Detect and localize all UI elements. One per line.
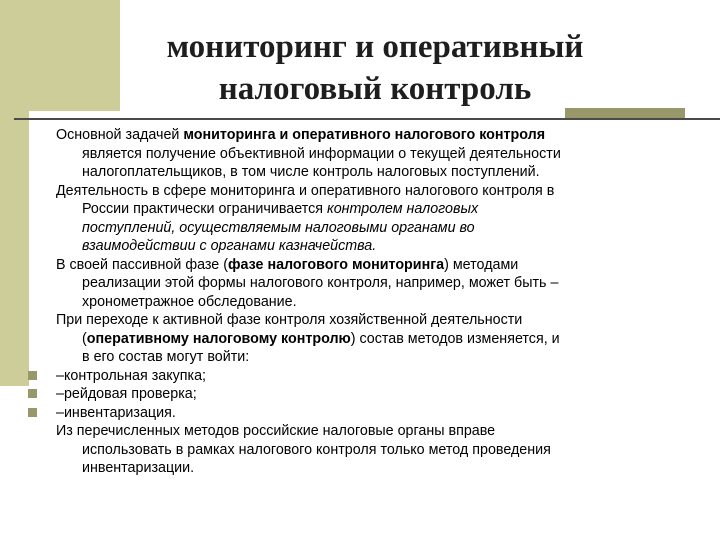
paragraph-5-line-2: использовать в рамках налогового контроля только метод проведения: [82, 441, 551, 458]
slide-body: [56, 126, 706, 478]
square-bullet-icon: [28, 371, 37, 380]
list-item: [56, 404, 706, 423]
italic-text: взаимодействии с органами казначейства.: [82, 238, 377, 254]
paragraph-1-line-2: является получение объективной информации о текущей деятельности: [82, 145, 561, 162]
emphasis-text: оперативному налоговому контролю: [86, 330, 351, 347]
text: России практически ограничивается: [82, 201, 327, 217]
paragraph-2-line-1: Деятельность в сфере мониторинга и оперативного налогового контроля в: [56, 182, 555, 199]
title-divider: [14, 118, 720, 120]
paragraph-2-line-3: [56, 219, 706, 238]
paragraph-4-line-2: [56, 330, 706, 349]
paragraph-3-line-2: реализации этой формы налогового контроля, например, может быть –: [82, 275, 559, 291]
paragraph-3: [56, 256, 706, 312]
square-bullet-icon: [28, 408, 37, 417]
list-item-text: –инвентаризация.: [56, 404, 176, 421]
slide-title: [120, 26, 630, 110]
square-bullet-icon: [28, 389, 37, 398]
list-item-text: –контрольная закупка;: [56, 367, 207, 384]
title-line-2: налоговый контроль: [218, 71, 532, 107]
decorative-top-bar: [29, 0, 120, 111]
paragraph-2-line-2: [56, 200, 706, 219]
paragraph-5: [56, 422, 706, 478]
paragraph-4-line-3: в его состав могут войти:: [82, 349, 250, 365]
paragraph-1-line-1: [56, 126, 706, 145]
paragraph-2: [56, 182, 706, 256]
title-line-1: мониторинг и оперативный: [166, 29, 584, 65]
paragraph-4: [56, 311, 706, 367]
paragraph-1: [56, 126, 706, 182]
list-item: [56, 367, 706, 386]
paragraph-2-line-4: [56, 237, 706, 256]
paragraph-4-line-1: При переходе к активной фазе контроля хозяйственной деятельности: [56, 312, 523, 328]
text: (: [82, 330, 87, 347]
decorative-side-bar: [0, 0, 29, 386]
paragraph-5-line-3: инвентаризации.: [82, 460, 195, 476]
text: ) методами: [444, 256, 519, 273]
text: ) состав методов изменяется, и: [350, 330, 560, 347]
emphasis-text: мониторинга и оперативного налогового контроля: [183, 127, 546, 143]
list-item-text: –рейдовая проверка;: [56, 386, 197, 402]
paragraph-1-line-3: налогоплательщиков, в том числе контроль налоговых поступлений.: [82, 164, 540, 180]
italic-text: контролем налоговых: [326, 201, 479, 217]
text: Основной задачей: [56, 127, 184, 143]
paragraph-5-line-1: Из перечисленных методов российские налоговые органы вправе: [56, 423, 496, 439]
list-item: [56, 385, 706, 404]
emphasis-text: фазе налогового мониторинга: [227, 256, 445, 273]
italic-text: поступлений, осуществляемым налоговыми органами во: [82, 219, 475, 236]
text: В своей пассивной фазе (: [56, 256, 228, 273]
paragraph-3-line-1: [56, 256, 706, 275]
paragraph-3-line-3: хронометражное обследование.: [82, 293, 297, 310]
